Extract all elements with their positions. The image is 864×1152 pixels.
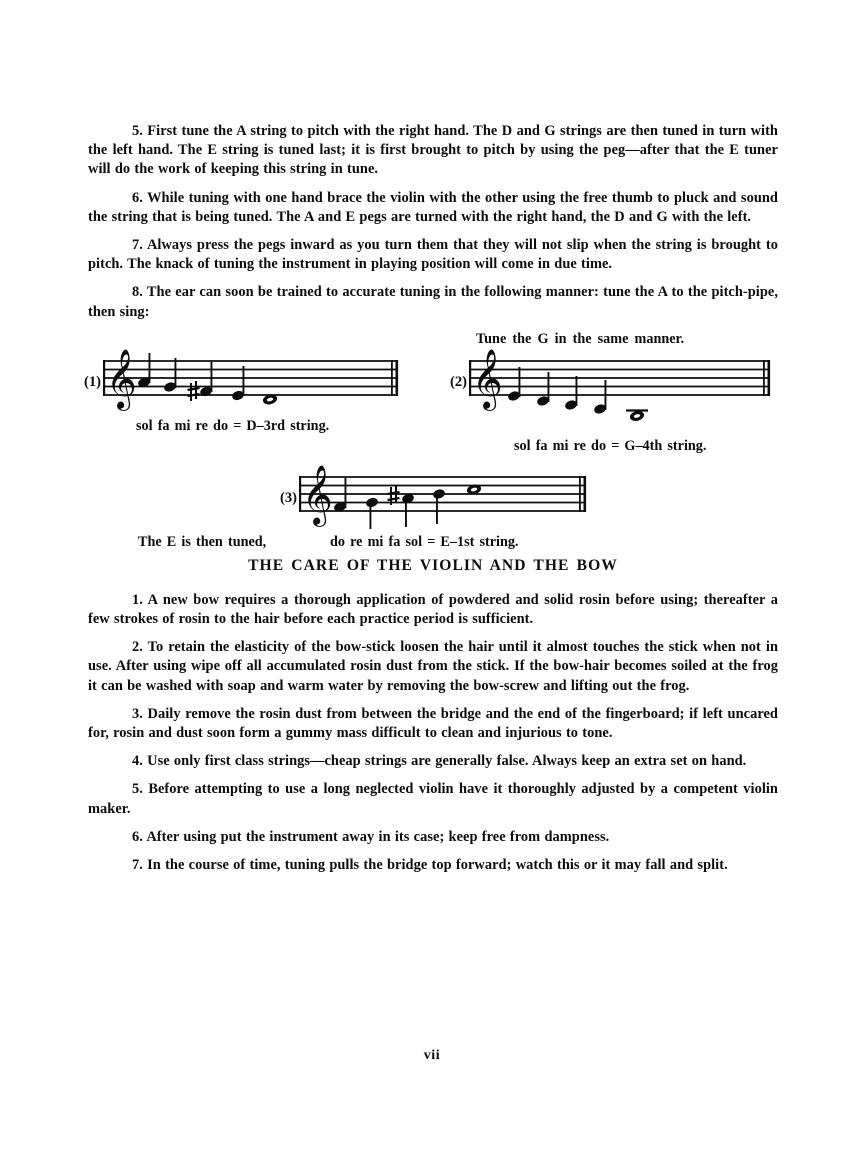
paragraph-care-2: 2. To retain the elasticity of the bow-stick loosen the hair until it almost touches the stick when not in use. After using wipe off all accumulated rosin dust from the stick. If the bow-hair becomes soiled at the frog it can be washed with soap and warm water by removing the bow-screw and lifting out the frog.: [88, 639, 778, 694]
note-head: [365, 496, 379, 529]
music-example-3-lead-in: The E is then tuned,: [138, 533, 267, 550]
paragraph-tuning-7: 7. Always press the pegs inward as you turn them that they will not slip when the string is brought to pitch. The knack of tuning the instrument in playing position will come in due time.: [88, 237, 778, 273]
music-example-3-caption: do re mi fa sol = E–1st string.: [330, 533, 519, 550]
note-head: [432, 488, 446, 524]
paragraph-care-3: 3. Daily remove the rosin dust from between the bridge and the end of the fingerboard; if left uncared for, rosin and dust soon form a gummy mass difficult to clean and injurious to tone.: [88, 705, 778, 742]
music-example-2: [450, 330, 774, 454]
note-head: [137, 353, 151, 389]
music-example-3-number: (3): [280, 489, 298, 506]
music-example-3-staff: [284, 463, 590, 531]
sharp-accidental-icon: [188, 381, 200, 401]
note-head: [231, 366, 245, 402]
music-example-2-number: (2): [450, 373, 468, 390]
music-examples-area: [84, 330, 778, 557]
music-example-2-title: Tune the G in the same manner.: [476, 330, 685, 347]
music-example-1-staff: [88, 347, 402, 415]
note-head: [199, 362, 213, 398]
paragraph-care-5: 5. Before attempting to use a long neglected violin have it thoroughly adjusted by a competent violin maker.: [88, 781, 778, 817]
paragraph-care-7: 7. In the course of time, tuning pulls the bridge top forward; watch this or it may fall and split.: [132, 857, 728, 874]
treble-clef-icon: 𝄞: [472, 348, 503, 409]
note-head: [564, 376, 578, 411]
page-content: [84, 122, 778, 884]
whole-note-head: [626, 409, 648, 422]
music-example-1-number: (1): [84, 373, 102, 390]
music-example-1-caption: sol fa mi re do = D–3rd string.: [136, 417, 330, 434]
paragraph-care-1: 1. A new bow requires a thorough application of powdered and solid rosin before using; thereafter a few strokes of rosin to the hair before each practice period is sufficient.: [88, 591, 778, 628]
paragraph-care-6: 6. After using put the instrument away in its case; keep free from dampness.: [132, 828, 610, 845]
treble-clef-icon: 𝄞: [106, 348, 137, 409]
music-example-3: [138, 463, 590, 550]
page-number: vii: [423, 1048, 441, 1063]
music-example-2-caption: sol fa mi re do = G–4th string.: [514, 437, 707, 454]
paragraph-tuning-6: 6. While tuning with one hand brace the violin with the other using the free thumb to pluck and sound the string that is being tuned. The A and E pegs are turned with the right hand, the D and G with the left.: [88, 189, 778, 225]
note-head: [401, 492, 415, 527]
paragraph-tuning-5: 5. First tune the A string to pitch with the right hand. The D and G strings are then tuned in turn with the left hand. The E string is tuned last; it is first brought to pitch by using the peg—after that the E tuner will do the work of keeping this string in tune.: [88, 123, 778, 178]
tuning-instructions-block: [88, 122, 778, 322]
treble-clef-icon: 𝄞: [302, 464, 333, 525]
note-head: [333, 478, 347, 513]
note-head: [593, 380, 607, 415]
page-section-title: THE CARE OF THE VIOLIN AND THE BOW: [248, 556, 618, 574]
care-instructions-block: [88, 591, 778, 875]
music-example-2-staff: [454, 347, 774, 431]
heading-spacer: [88, 575, 778, 591]
note-head: [507, 367, 521, 402]
paragraph-tuning-8: 8. The ear can soon be trained to accurate tuning in the following manner: tune the A to the pitch-pipe, then sing:: [88, 284, 778, 320]
paragraph-care-4: 4. Use only first class strings—cheap strings are generally false. Always keep an extra set on hand.: [132, 753, 747, 770]
music-example-1: [84, 347, 402, 434]
note-head: [163, 358, 177, 393]
